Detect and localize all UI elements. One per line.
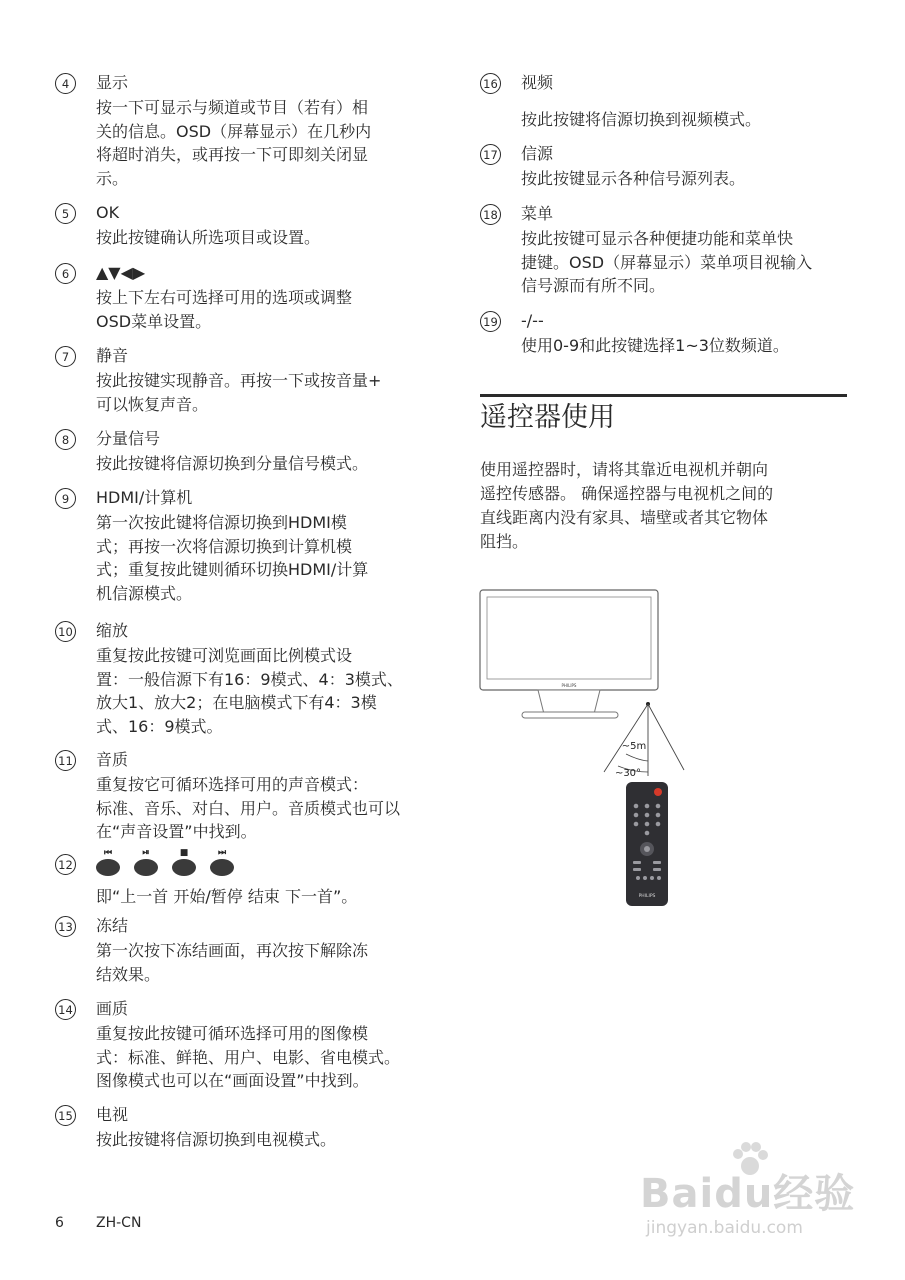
description-line: 式：标准、鲜艳、用户、电影、省电模式。 (96, 1047, 401, 1067)
item-title: 信源 (521, 144, 554, 163)
description-line: 结效果。 (96, 964, 161, 984)
next-track-icon (210, 847, 234, 879)
description-line: 按此按键将信源切换到视频模式。 (521, 110, 762, 129)
section-paragraph (480, 458, 773, 554)
item-number: 13 (55, 916, 76, 937)
item-description (96, 1022, 436, 1093)
description-line: 即“上一首 开始/暂停 结束 下一首”。 (96, 887, 358, 906)
remote-brand-label: PHILIPS (638, 894, 656, 899)
tv-screen (487, 597, 651, 679)
item-number: 16 (480, 73, 501, 94)
item-number: 8 (55, 429, 76, 450)
description-line: 标准、音乐、对白、用户。音质模式也可以 (96, 798, 401, 818)
item-number: 7 (55, 346, 76, 367)
page-number: 6 (55, 1215, 64, 1231)
description-line: 捷键。OSD（屏幕显示）菜单项目视输入 (521, 252, 813, 272)
description-line: OSD菜单设置。 (96, 311, 212, 331)
description-line: 式；重复按此键则循环切换HDMI/计算 (96, 560, 369, 579)
description-line: 按一下可显示与频道或节目（若有）相 (96, 98, 369, 117)
description-line: 放大1、放大2；在电脑模式下有4：3模 (96, 693, 377, 712)
play-pause-icon (134, 847, 158, 879)
paragraph-line: 遥控传感器。 确保遥控器与电视机之间的 (480, 484, 774, 503)
description-line: 信号源而有所不同。 (521, 276, 666, 295)
item-number: 9 (55, 488, 76, 509)
description-line: 式；再按一次将信源切换到计算机模 (96, 536, 353, 556)
item-description (96, 644, 436, 738)
item-description (96, 511, 436, 605)
paragraph-line: 直线距离内没有家具、墙壁或者其它物体 (480, 508, 769, 527)
item-description (96, 939, 436, 986)
description-line: 示。 (96, 168, 129, 188)
transport-symbol: ⏮ (103, 848, 113, 858)
stop-icon (172, 847, 196, 879)
description-line: 重复按它可循环选择可用的声音模式： (96, 775, 369, 794)
item-description (96, 1128, 436, 1152)
item-title: 视频 (521, 73, 554, 92)
item-title: OK (96, 203, 120, 222)
item-title: ▲▼◀▶ (96, 263, 146, 282)
description-line: 按此按键确认所选项目或设置。 (96, 228, 321, 247)
item-description (96, 96, 436, 190)
item-title: 分量信号 (96, 429, 161, 448)
description-line: 在“声音设置”中找到。 (96, 822, 257, 841)
description-line: 关的信息。OSD（屏幕显示）在几秒内 (96, 121, 372, 141)
description-line: 按此按键实现静音。再按一下或按音量+ (96, 371, 382, 390)
item-title: 缩放 (96, 621, 129, 640)
description-line: 可以恢复声音。 (96, 394, 209, 414)
item-number: 15 (55, 1105, 76, 1126)
transport-symbol: ⏭ (217, 848, 227, 858)
item-title: 冻结 (96, 916, 129, 935)
description-line: 重复按此按键可循环选择可用的图像模 (96, 1024, 369, 1043)
item-description (96, 773, 436, 844)
item-description (96, 286, 436, 333)
watermark-url: jingyan.baidu.com (646, 1218, 803, 1238)
tv-base (522, 712, 618, 718)
item-number: 12 (55, 854, 76, 875)
section-title: 遥控器使用 (480, 402, 615, 433)
tv-stand (538, 690, 600, 714)
paragraph-line: 阻挡。 (480, 532, 529, 551)
transport-buttons (96, 847, 236, 879)
item-title: HDMI/计算机 (96, 488, 193, 507)
item-description (521, 227, 861, 298)
description-line: 按此按键显示各种信号源列表。 (521, 169, 746, 188)
description-line: 按此按键将信源切换到分量信号模式。 (96, 454, 369, 473)
item-number: 5 (55, 203, 76, 224)
item-description (521, 108, 861, 132)
paragraph-line: 使用遥控器时，请将其靠近电视机并朝向 (480, 460, 769, 479)
item-number: 14 (55, 999, 76, 1020)
item-description (96, 885, 436, 909)
range-arc (626, 754, 648, 761)
item-title: 电视 (96, 1105, 129, 1124)
item-description (521, 167, 861, 191)
item-title: 画质 (96, 999, 129, 1018)
range-line-right (648, 704, 684, 770)
language-code: ZH-CN (96, 1215, 142, 1231)
transport-button-shape (134, 859, 158, 876)
remote-power-icon (654, 788, 662, 796)
description-line: 按此按键可显示各种便捷功能和菜单快 (521, 229, 794, 248)
description-line: 按上下左右可选择可用的选项或调整 (96, 288, 353, 307)
item-description (96, 226, 436, 250)
transport-symbol: ■ (179, 848, 189, 858)
item-number: 18 (480, 204, 501, 225)
item-title: 显示 (96, 73, 129, 92)
description-line: 置：一般信源下有16：9模式、4：3模式、 (96, 669, 403, 689)
tv-remote-svg (478, 586, 698, 916)
previous-track-icon (96, 847, 120, 879)
transport-symbol: ⏯ (142, 848, 150, 858)
section-rule (480, 394, 847, 397)
angle-label: ~30° (614, 768, 642, 779)
description-line: 使用0-9和此按键选择1~3位数频道。 (521, 336, 789, 355)
transport-button-shape (172, 859, 196, 876)
tv-brand-label: PHILIPS (561, 683, 577, 688)
item-number: 10 (55, 621, 76, 642)
distance-label: ~5m (621, 741, 647, 752)
description-line: 式、16：9模式。 (96, 716, 223, 736)
description-line: 按此按键将信源切换到电视模式。 (96, 1130, 337, 1149)
item-number: 6 (55, 263, 76, 284)
watermark-text: Baidu经验 (640, 1171, 856, 1217)
item-description (96, 369, 436, 416)
item-description (96, 452, 436, 476)
item-number: 17 (480, 144, 501, 165)
transport-button-shape (210, 859, 234, 876)
item-number: 11 (55, 750, 76, 771)
tv-remote-illustration (478, 586, 698, 916)
item-title: 静音 (96, 346, 129, 365)
transport-button-shape (96, 859, 120, 876)
item-description (521, 334, 861, 358)
description-line: 第一次按下冻结画面，再次按下解除冻 (96, 941, 369, 960)
item-number: 4 (55, 73, 76, 94)
description-line: 图像模式也可以在“画面设置”中找到。 (96, 1071, 369, 1090)
description-line: 机信源模式。 (96, 583, 193, 603)
description-line: 第一次按此键将信源切换到HDMI模 (96, 513, 347, 532)
description-line: 重复按此按键可浏览画面比例模式设 (96, 646, 353, 665)
item-title: 菜单 (521, 204, 554, 223)
description-line: 将超时消失，或再按一下可即刻关闭显 (96, 145, 369, 164)
baidu-watermark (640, 1140, 860, 1250)
item-title: 音质 (96, 750, 129, 769)
item-title: -/-- (521, 311, 544, 330)
item-number: 19 (480, 311, 501, 332)
